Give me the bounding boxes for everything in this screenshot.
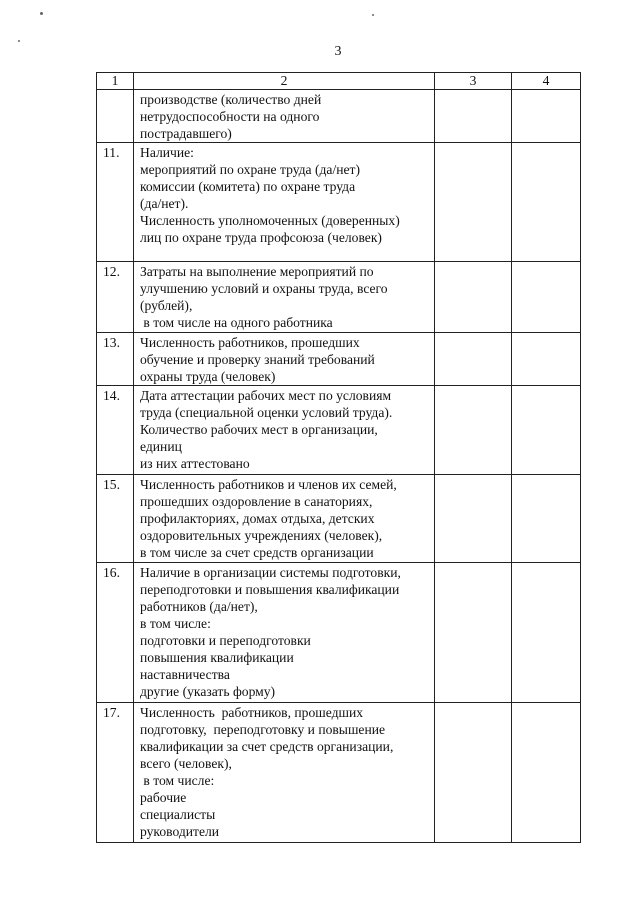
description-line: обучение и проверку знаний требований xyxy=(140,352,375,367)
row-description xyxy=(134,333,435,386)
value-cell-4 xyxy=(512,90,581,143)
description-line: Численность работников, прошедших xyxy=(140,335,360,350)
row-description xyxy=(134,703,435,843)
value-cell-3 xyxy=(435,143,512,262)
value-cell-4 xyxy=(512,703,581,843)
description-line: лиц по охране труда профсоюза (человек) xyxy=(140,230,382,245)
description-line: руководители xyxy=(140,824,220,839)
description-line: прошедших оздоровление в санаториях, xyxy=(140,494,373,509)
value-cell-3 xyxy=(435,703,512,843)
description-line: производстве (количество дней xyxy=(140,92,322,107)
description-line: другие (указать форму) xyxy=(140,684,276,699)
value-cell-3 xyxy=(435,333,512,386)
scan-speck xyxy=(40,12,43,15)
description-line: Затраты на выполнение мероприятий по xyxy=(140,264,374,279)
description-line: пострадавшего) xyxy=(140,126,232,141)
row-description xyxy=(134,563,435,703)
value-cell-3 xyxy=(435,262,512,333)
form-table xyxy=(96,72,581,843)
header-cell: 3 xyxy=(435,73,512,90)
description-line: рабочие xyxy=(140,790,187,805)
description-line: Наличие в организации системы подготовки, xyxy=(140,565,401,580)
row-description xyxy=(134,143,435,262)
row-number: 17. xyxy=(97,703,134,843)
description-line: нетрудоспособности на одного xyxy=(140,109,320,124)
description-line: Численность работников и членов их семей, xyxy=(140,477,397,492)
description-line: специалисты xyxy=(140,807,216,822)
table-row xyxy=(97,143,581,262)
value-cell-3 xyxy=(435,90,512,143)
description-line: переподготовки и повышения квалификации xyxy=(140,582,400,597)
description-line: профилакториях, домах отдыха, детских xyxy=(140,511,375,526)
table-row xyxy=(97,563,581,703)
table-row xyxy=(97,333,581,386)
header-cell: 2 xyxy=(134,73,435,90)
description-line: из них аттестовано xyxy=(140,456,250,471)
description-line: Количество рабочих мест в организации, xyxy=(140,422,378,437)
row-number xyxy=(97,90,134,143)
description-line: в том числе на одного работника xyxy=(140,315,333,330)
description-line: в том числе за счет средств организации xyxy=(140,545,374,560)
value-cell-4 xyxy=(512,475,581,563)
row-number: 15. xyxy=(97,475,134,563)
description-line: в том числе: xyxy=(140,773,215,788)
description-line: Дата аттестации рабочих мест по условиям xyxy=(140,388,392,403)
description-line: охраны труда (человек) xyxy=(140,369,276,384)
row-number: 11. xyxy=(97,143,134,262)
page-number: 3 xyxy=(334,44,342,59)
header-cell: 4 xyxy=(512,73,581,90)
description-line: мероприятий по охране труда (да/нет) xyxy=(140,162,361,177)
table-row xyxy=(97,90,581,143)
row-description xyxy=(134,386,435,475)
description-line: подготовку, переподготовку и повышение xyxy=(140,722,386,737)
description-line: в том числе: xyxy=(140,616,211,631)
value-cell-3 xyxy=(435,563,512,703)
description-line: Численность уполномоченных (доверенных) xyxy=(140,213,400,228)
row-description xyxy=(134,262,435,333)
scan-speck xyxy=(18,40,20,42)
row-number: 16. xyxy=(97,563,134,703)
table-row xyxy=(97,703,581,843)
value-cell-4 xyxy=(512,143,581,262)
description-line: наставничества xyxy=(140,667,230,682)
value-cell-4 xyxy=(512,386,581,475)
row-number: 12. xyxy=(97,262,134,333)
row-description xyxy=(134,90,435,143)
row-number: 14. xyxy=(97,386,134,475)
description-line: повышения квалификации xyxy=(140,650,294,665)
description-line: работников (да/нет), xyxy=(140,599,258,614)
value-cell-4 xyxy=(512,333,581,386)
table-row xyxy=(97,262,581,333)
value-cell-4 xyxy=(512,262,581,333)
description-line: (рублей), xyxy=(140,298,193,313)
value-cell-4 xyxy=(512,563,581,703)
table-row xyxy=(97,475,581,563)
description-line: всего (человек), xyxy=(140,756,232,771)
header-cell: 1 xyxy=(97,73,134,90)
description-line: Численность работников, прошедших xyxy=(140,705,364,720)
description-line: улучшению условий и охраны труда, всего xyxy=(140,281,388,296)
table-row xyxy=(97,386,581,475)
description-line: оздоровительных учреждениях (человек), xyxy=(140,528,383,543)
scan-speck xyxy=(372,14,374,16)
description-line: единиц xyxy=(140,439,182,454)
value-cell-3 xyxy=(435,475,512,563)
description-line: подготовки и переподготовки xyxy=(140,633,311,648)
description-line: комиссии (комитета) по охране труда xyxy=(140,179,356,194)
description-line: квалификации за счет средств организации, xyxy=(140,739,394,754)
description-line: Наличие: xyxy=(140,145,194,160)
row-number: 13. xyxy=(97,333,134,386)
table-header-row xyxy=(97,73,581,90)
row-description xyxy=(134,475,435,563)
description-line: (да/нет). xyxy=(140,196,189,211)
description-line: труда (специальной оценки условий труда). xyxy=(140,405,393,420)
value-cell-3 xyxy=(435,386,512,475)
